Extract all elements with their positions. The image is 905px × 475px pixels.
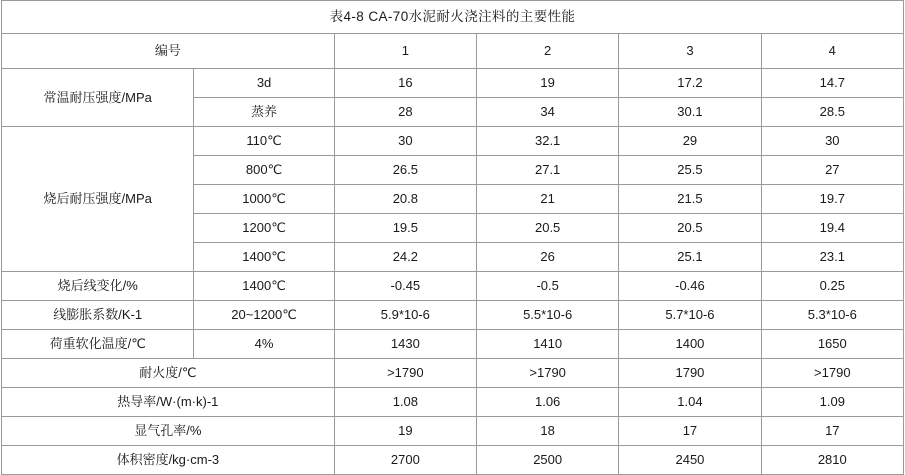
cell-value: 19: [334, 417, 476, 446]
cell-value: 29: [619, 127, 761, 156]
cell-value: >1790: [761, 359, 903, 388]
header-col-4: 4: [761, 34, 903, 69]
row-label: 常温耐压强度/MPa: [2, 69, 194, 127]
cell-value: 20.8: [334, 185, 476, 214]
row-sub-label: 1400℃: [194, 272, 334, 301]
cell-value: 5.5*10-6: [477, 301, 619, 330]
table-title-row: [2, 1, 904, 34]
cell-value: 25.1: [619, 243, 761, 272]
row-sub-label: 20~1200℃: [194, 301, 334, 330]
performance-table: [1, 0, 904, 475]
table-row: [2, 272, 904, 301]
cell-value: >1790: [334, 359, 476, 388]
cell-value: 30: [334, 127, 476, 156]
table-title: 表4-8 CA-70水泥耐火浇注料的主要性能: [2, 1, 904, 34]
cell-value: 19.4: [761, 214, 903, 243]
cell-value: 27.1: [477, 156, 619, 185]
row-sub-label: 1200℃: [194, 214, 334, 243]
cell-value: 1.08: [334, 388, 476, 417]
cell-value: -0.5: [477, 272, 619, 301]
table-header-row: [2, 34, 904, 69]
cell-value: 1.06: [477, 388, 619, 417]
cell-value: 14.7: [761, 69, 903, 98]
cell-value: 23.1: [761, 243, 903, 272]
cell-value: 17: [761, 417, 903, 446]
row-label: 线膨胀系数/K-1: [2, 301, 194, 330]
cell-value: 17: [619, 417, 761, 446]
cell-value: 1650: [761, 330, 903, 359]
cell-value: 24.2: [334, 243, 476, 272]
row-sub-label: 110℃: [194, 127, 334, 156]
cell-value: 26: [477, 243, 619, 272]
row-label: 体积密度/kg·cm-3: [2, 446, 335, 475]
cell-value: 20.5: [619, 214, 761, 243]
cell-value: 19.7: [761, 185, 903, 214]
row-label: 热导率/W·(m·k)-1: [2, 388, 335, 417]
row-label: 烧后耐压强度/MPa: [2, 127, 194, 272]
cell-value: 1410: [477, 330, 619, 359]
cell-value: 19: [477, 69, 619, 98]
cell-value: 28.5: [761, 98, 903, 127]
cell-value: 2500: [477, 446, 619, 475]
header-col-1: 1: [334, 34, 476, 69]
cell-value: 5.3*10-6: [761, 301, 903, 330]
cell-value: 17.2: [619, 69, 761, 98]
row-label: 烧后线变化/%: [2, 272, 194, 301]
cell-value: 2450: [619, 446, 761, 475]
cell-value: -0.46: [619, 272, 761, 301]
row-sub-label: 1000℃: [194, 185, 334, 214]
table-row: [2, 359, 904, 388]
row-label: 荷重软化温度/℃: [2, 330, 194, 359]
cell-value: 30.1: [619, 98, 761, 127]
cell-value: 2810: [761, 446, 903, 475]
row-sub-label: 蒸养: [194, 98, 334, 127]
table-row: [2, 301, 904, 330]
table-row: [2, 388, 904, 417]
cell-value: 28: [334, 98, 476, 127]
cell-value: 25.5: [619, 156, 761, 185]
table-row: [2, 417, 904, 446]
cell-value: 1790: [619, 359, 761, 388]
header-label: 编号: [2, 34, 335, 69]
cell-value: 21.5: [619, 185, 761, 214]
cell-value: -0.45: [334, 272, 476, 301]
header-col-3: 3: [619, 34, 761, 69]
cell-value: 18: [477, 417, 619, 446]
cell-value: 5.9*10-6: [334, 301, 476, 330]
cell-value: 21: [477, 185, 619, 214]
header-col-2: 2: [477, 34, 619, 69]
cell-value: 1400: [619, 330, 761, 359]
cell-value: 27: [761, 156, 903, 185]
cell-value: 30: [761, 127, 903, 156]
cell-value: 1430: [334, 330, 476, 359]
row-sub-label: 800℃: [194, 156, 334, 185]
cell-value: 1.04: [619, 388, 761, 417]
cell-value: 19.5: [334, 214, 476, 243]
row-label: 耐火度/℃: [2, 359, 335, 388]
cell-value: 5.7*10-6: [619, 301, 761, 330]
cell-value: 32.1: [477, 127, 619, 156]
cell-value: 0.25: [761, 272, 903, 301]
table-row: [2, 69, 904, 98]
row-sub-label: 3d: [194, 69, 334, 98]
table-row: [2, 330, 904, 359]
cell-value: 2700: [334, 446, 476, 475]
cell-value: 1.09: [761, 388, 903, 417]
cell-value: 26.5: [334, 156, 476, 185]
cell-value: 16: [334, 69, 476, 98]
cell-value: 34: [477, 98, 619, 127]
row-sub-label: 4%: [194, 330, 334, 359]
table-row: [2, 446, 904, 475]
cell-value: >1790: [477, 359, 619, 388]
cell-value: 20.5: [477, 214, 619, 243]
table-row: [2, 127, 904, 156]
row-sub-label: 1400℃: [194, 243, 334, 272]
row-label: 显气孔率/%: [2, 417, 335, 446]
